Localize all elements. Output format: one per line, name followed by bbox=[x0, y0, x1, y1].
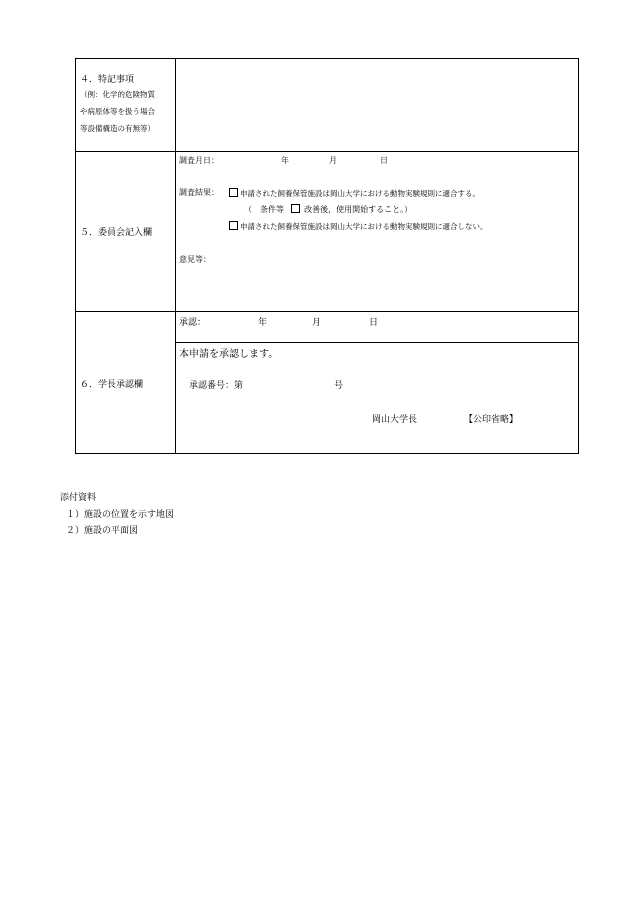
survey-day: 日 bbox=[380, 156, 388, 165]
president-title: 岡山大学長 bbox=[372, 415, 418, 425]
approve-text: 本申請を承認します。 bbox=[179, 349, 279, 360]
result-option2: 申請された飼養保管施設は岡山大学における動物実験規則に適合しない。 bbox=[229, 221, 488, 232]
checkbox-noncompliant[interactable] bbox=[229, 221, 238, 230]
table-left-border bbox=[75, 58, 76, 454]
opinion-label: 意見等： bbox=[179, 255, 211, 264]
approval-year: 年 bbox=[258, 318, 268, 328]
section4-note-line1: （例：化学的危険物質 bbox=[80, 90, 155, 99]
result-option1: 申請された飼養保管施設は岡山大学における動物実験規則に適合する。 bbox=[229, 188, 480, 199]
section4-note-line2: や病原体等を扱う場合 bbox=[80, 107, 155, 116]
table-right-border bbox=[578, 58, 579, 454]
approval-label: 承認： bbox=[179, 318, 207, 328]
attachment-item-1: １）施設の位置を示す地図 bbox=[66, 510, 175, 520]
row-divider-4-5 bbox=[75, 151, 579, 152]
result-label: 調査結果： bbox=[179, 188, 219, 197]
attachments-title: 添付資料 bbox=[60, 493, 97, 503]
checkbox-compliant[interactable] bbox=[229, 188, 238, 197]
row-divider-6-inner bbox=[175, 342, 579, 343]
approval-number-suffix: 号 bbox=[334, 381, 344, 391]
section6-heading: ６．学長承認欄 bbox=[80, 380, 144, 390]
section4-heading: ４．特記事項 bbox=[80, 75, 135, 85]
attachment-item-2: ２）施設の平面図 bbox=[66, 526, 139, 536]
result-condition: （ 条件等 改善後，使用開始すること。） bbox=[244, 205, 413, 214]
row-divider-5-6 bbox=[75, 311, 579, 312]
seal-omitted: 【公印省略】 bbox=[464, 415, 519, 425]
section4-note-line3: 等設備構造の有無等） bbox=[80, 124, 155, 133]
table-bottom-border bbox=[75, 453, 579, 454]
approval-month: 月 bbox=[312, 318, 322, 328]
checkbox-condition[interactable] bbox=[291, 204, 300, 213]
survey-month: 月 bbox=[329, 156, 337, 165]
section4-entry-area[interactable] bbox=[176, 59, 578, 151]
approval-day: 日 bbox=[369, 318, 379, 328]
survey-year: 年 bbox=[281, 156, 289, 165]
section5-heading: ５．委員会記入欄 bbox=[80, 228, 153, 238]
survey-date-label: 調査月日： bbox=[179, 156, 219, 165]
approval-number-label: 承認番号：第 bbox=[189, 381, 244, 391]
